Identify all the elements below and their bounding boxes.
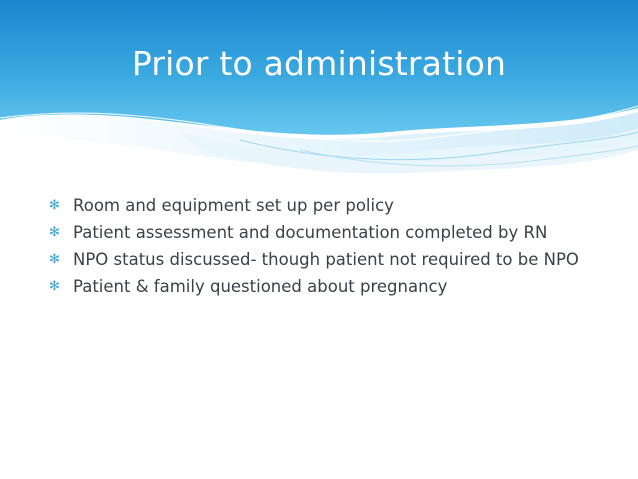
asterisk-icon: ✻ <box>49 279 60 294</box>
bullet-text: Room and equipment set up per policy <box>73 196 394 215</box>
list-item <box>49 194 589 218</box>
bullet-text: Patient & family questioned about pregnancy <box>73 277 448 296</box>
header-band <box>0 0 638 180</box>
slide-title: Prior to administration <box>131 44 507 83</box>
bullet-text: NPO status discussed- though patient not required to be NPO <box>73 250 579 269</box>
asterisk-icon: ✻ <box>49 252 60 267</box>
list-item <box>49 221 589 245</box>
bullet-list <box>49 194 589 302</box>
list-item <box>49 275 589 299</box>
header-wave-graphic <box>0 0 638 180</box>
asterisk-icon: ✻ <box>49 198 60 213</box>
list-item <box>49 248 589 272</box>
bullet-text: Patient assessment and documentation completed by RN <box>73 223 548 242</box>
asterisk-icon: ✻ <box>49 225 60 240</box>
